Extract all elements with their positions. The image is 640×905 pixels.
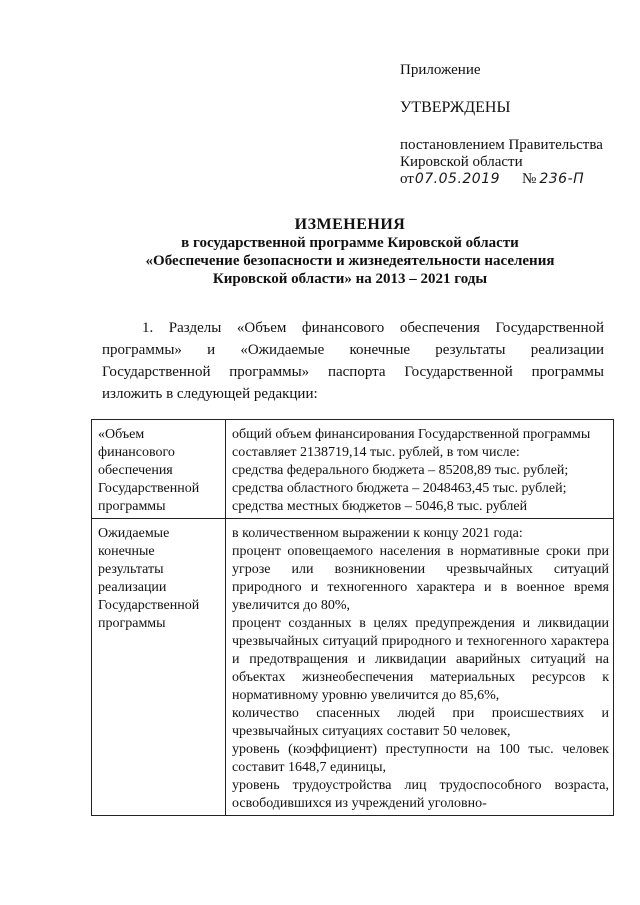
results-crime-rate: уровень (коэффициент) преступности на 100 тыс. человек составит 1648,7 единицы, xyxy=(232,742,609,775)
title-line-2: «Обеспечение безопасности и жизнедеятельности населения xyxy=(145,253,555,269)
document-title xyxy=(60,216,640,288)
date-prefix: от xyxy=(400,171,414,187)
results-employment: уровень трудоустройства лиц трудоспособного возраста, освободившихся из учреждений уголовно- xyxy=(232,778,609,811)
funding-regional: средства областного бюджета – 2048463,45 тыс. рублей; xyxy=(232,481,567,496)
funding-local: средства местных бюджетов – 5046,8 тыс. рублей xyxy=(232,499,528,514)
decree-line-1: постановлением Правительства xyxy=(400,137,603,153)
table-row-funding xyxy=(92,420,614,519)
results-resources-percent: процент созданных в целях предупреждения и ликвидации чрезвычайных ситуаций природного и техногенного характера и предотвращения и ликвидации аварийных ситуаций на объектах жизнеобеспечения материальных ресурсов к нормативному уровню увеличится до 85,6%, xyxy=(232,616,609,703)
passport-table xyxy=(91,419,614,816)
results-content xyxy=(226,519,614,816)
results-warning-percent: процент оповещаемого населения в нормативные сроки при угрозе или возникновении чрезвычайных ситуаций природного и техногенного характера и в военное время увеличится до 80%, xyxy=(232,544,609,613)
decree-line-2: Кировской области xyxy=(400,154,523,170)
funding-label: «Объем финансового обеспечения Государственной программы xyxy=(92,420,226,519)
funding-total: общий объем финансирования Государственной программы составляет 2138719,14 тыс. рублей, в том числе: xyxy=(232,427,591,460)
decree-date-number xyxy=(400,171,630,188)
number-label: № xyxy=(522,171,537,187)
funding-content xyxy=(226,420,614,519)
decree-reference xyxy=(400,137,630,188)
approval-block xyxy=(400,62,630,188)
handwritten-number: 236-П xyxy=(539,171,585,187)
title-line-1: в государственной программе Кировской области xyxy=(181,235,519,251)
title-line-3: Кировской области» на 2013 – 2021 годы xyxy=(212,271,488,287)
funding-federal: средства федерального бюджета – 85208,89 тыс. рублей; xyxy=(232,463,569,478)
results-rescued-people: количество спасенных людей при происшествиях и чрезвычайных ситуациях составит 50 человек, xyxy=(232,706,609,739)
results-intro: в количественном выражении к концу 2021 года: xyxy=(232,526,523,541)
intro-text xyxy=(102,317,604,405)
approved-label: УТВЕРЖДЕНЫ xyxy=(400,99,511,116)
table-row-results xyxy=(92,519,614,816)
results-label: Ожидаемые конечные результаты реализации Государственной программы xyxy=(92,519,226,816)
title-heading: ИЗМЕНЕНИЯ xyxy=(294,216,406,233)
intro-paragraph: 1. Разделы «Объем финансового обеспечения Государственной программы» и «Ожидаемые конечные результаты реализации Государственной программы» паспорта Государственной программы изложить в следующей редакции: xyxy=(102,320,604,402)
appendix-label: Приложение xyxy=(400,62,481,78)
handwritten-date: 07.05.2019 xyxy=(414,171,501,187)
